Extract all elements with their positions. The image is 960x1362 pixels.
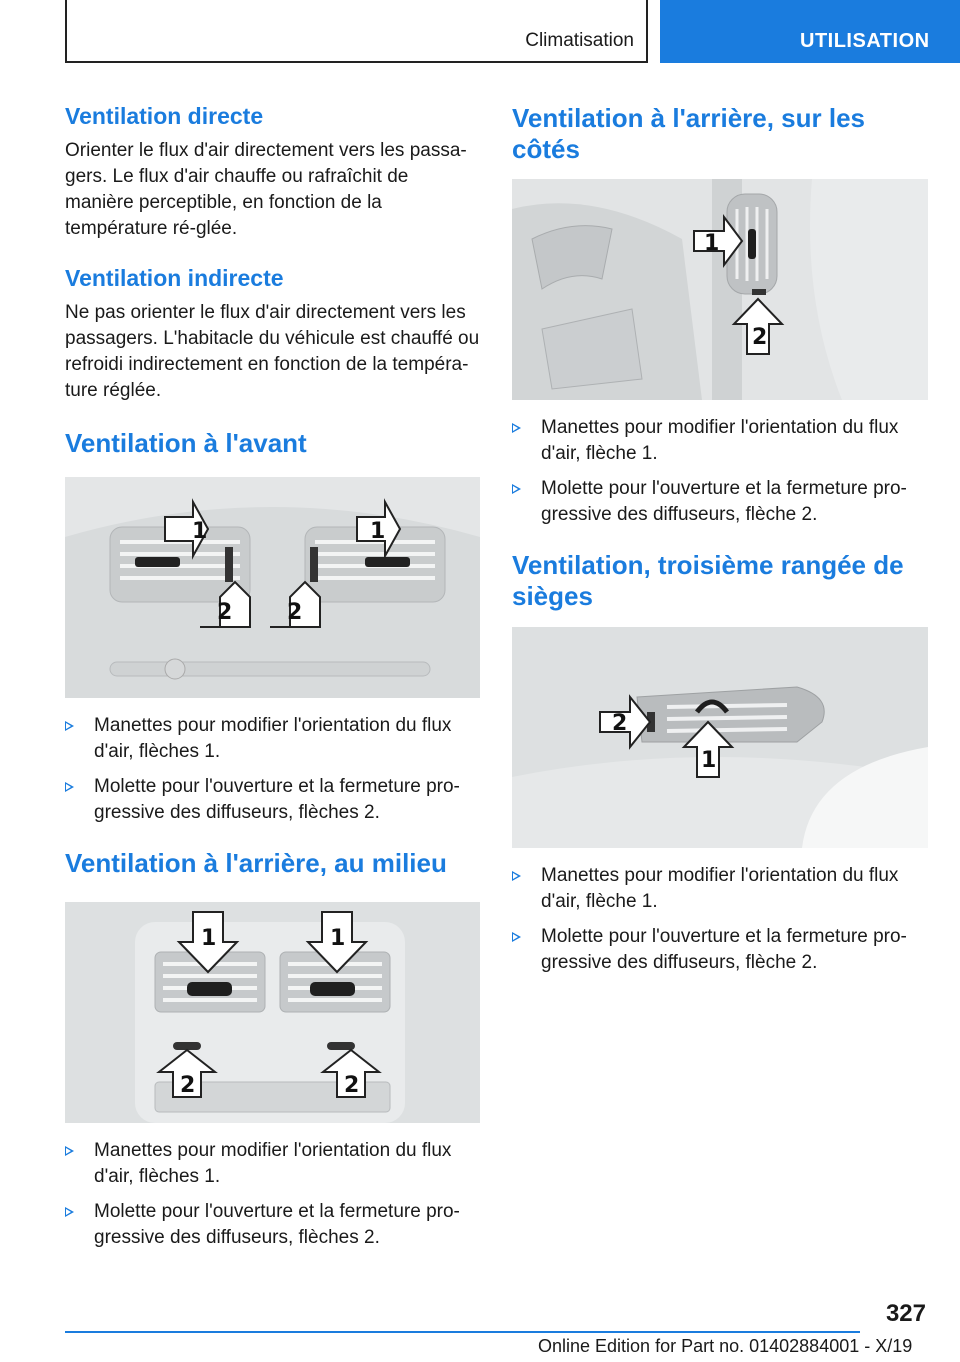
front-ventilation-list	[65, 713, 480, 826]
page-number: 327	[885, 1300, 926, 1327]
rear-middle-ventilation-heading: Ventilation à l'arrière, au milieu	[65, 848, 447, 878]
bullet-triangle-icon	[65, 782, 74, 792]
rear-mid-label-1b: 1	[330, 926, 346, 951]
direct-ventilation-heading: Ventilation directe	[65, 103, 264, 129]
third-row-vents-figure	[512, 627, 928, 848]
list-item: Manettes pour modifier l'orientation du flux d'air, flèches 1.	[65, 713, 480, 765]
third-row-label-1: 1	[701, 748, 717, 773]
bullet-triangle-icon	[512, 932, 521, 942]
front-label-2b: 2	[287, 600, 303, 625]
front-vents-figure	[65, 477, 480, 698]
rear-mid-label-1a: 1	[201, 926, 217, 951]
third-row-ventilation-heading: Ventilation, troisième rangée de sièges	[512, 550, 904, 611]
bullet-triangle-icon	[512, 871, 521, 881]
list-item: Manettes pour modifier l'orientation du flux d'air, flèches 1.	[65, 1138, 480, 1190]
list-item: Molette pour l'ouverture et la fermeture pro-gressive des diffuseurs, flèches 2.	[65, 774, 480, 826]
front-label-1a: 1	[192, 519, 208, 544]
front-label-2a: 2	[217, 600, 233, 625]
rear-mid-label-2a: 2	[180, 1073, 196, 1098]
header-chapter-title: UTILISATION	[800, 30, 930, 52]
bullet-triangle-icon	[512, 423, 521, 433]
rear-side-vents-figure	[512, 179, 928, 400]
rear-middle-ventilation-list	[65, 1138, 480, 1251]
third-row-label-2: 2	[612, 711, 628, 736]
indirect-ventilation-heading: Ventilation indirecte	[65, 265, 284, 291]
front-ventilation-heading: Ventilation à l'avant	[65, 428, 307, 458]
rear-middle-vents-figure	[65, 902, 480, 1123]
bullet-triangle-icon	[512, 484, 521, 494]
indirect-ventilation-text: Ne pas orienter le flux d'air directement vers les passagers. L'habitacle du véhicule est chauffé ou refroidi indirectement en fonction de la tempéra-ture réglée.	[65, 302, 480, 401]
header-section-box	[65, 0, 648, 63]
third-row-ventilation-list	[512, 863, 928, 976]
rear-side-label-2: 2	[752, 325, 768, 350]
rear-side-ventilation-list	[512, 415, 928, 528]
front-label-1b: 1	[370, 519, 386, 544]
header-section-title: Climatisation	[525, 30, 634, 51]
rear-mid-label-2b: 2	[344, 1073, 360, 1098]
bullet-triangle-icon	[65, 1146, 74, 1156]
bullet-triangle-icon	[65, 721, 74, 731]
list-item: Molette pour l'ouverture et la fermeture pro-gressive des diffuseurs, flèche 2.	[512, 476, 928, 528]
footer-edition-text: Online Edition for Part no. 01402884001 - X/19	[538, 1336, 913, 1356]
list-item: Manettes pour modifier l'orientation du flux d'air, flèche 1.	[512, 863, 928, 915]
rear-side-label-1: 1	[704, 231, 720, 256]
header-chapter-box	[660, 0, 960, 63]
list-item: Manettes pour modifier l'orientation du flux d'air, flèche 1.	[512, 415, 928, 467]
right-column	[512, 103, 928, 985]
footer-divider	[65, 1331, 860, 1333]
bullet-triangle-icon	[65, 1207, 74, 1217]
left-column	[65, 100, 480, 1260]
list-item: Molette pour l'ouverture et la fermeture pro-gressive des diffuseurs, flèches 2.	[65, 1199, 480, 1251]
rear-side-ventilation-heading: Ventilation à l'arrière, sur les côtés	[512, 103, 866, 164]
list-item: Molette pour l'ouverture et la fermeture pro-gressive des diffuseurs, flèche 2.	[512, 924, 928, 976]
direct-ventilation-text: Orienter le flux d'air directement vers les passa-gers. Le flux d'air chauffe ou rafraîchit de manière perceptible, en fonction de la température ré-glée.	[65, 140, 467, 239]
